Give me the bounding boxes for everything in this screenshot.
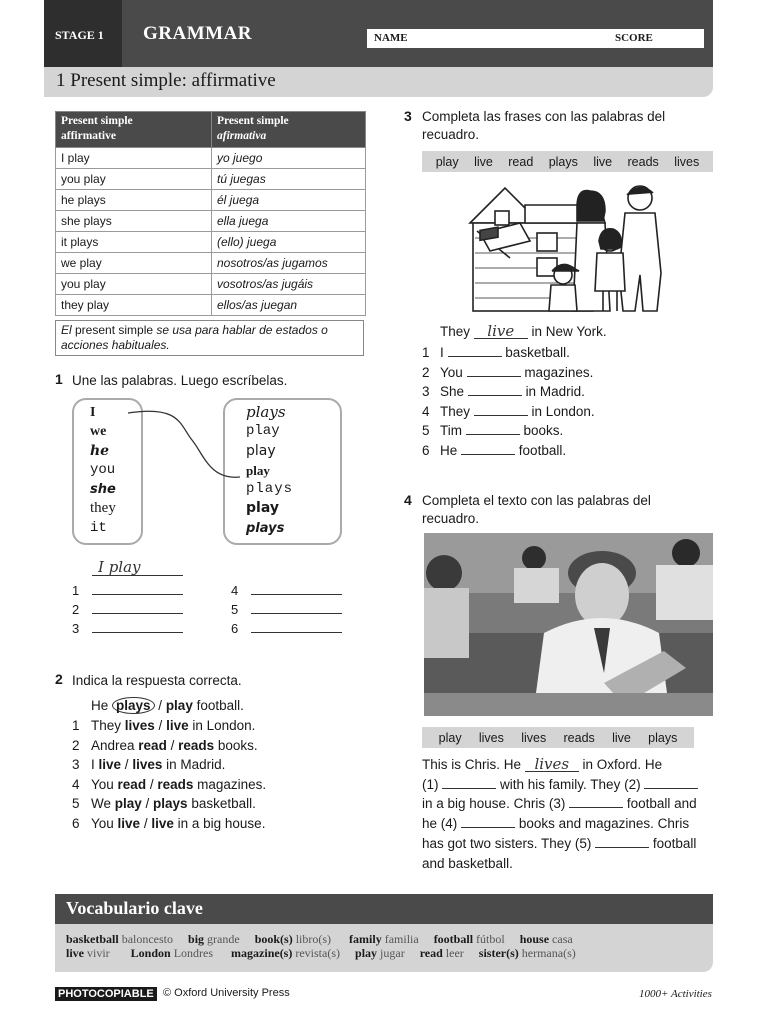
ex1-word[interactable]: plays — [246, 520, 285, 536]
ex3-item: 4 They in London. — [422, 403, 595, 419]
ex1-word[interactable]: plays — [246, 481, 294, 498]
ex1-example-line — [92, 575, 183, 576]
ex1-right-words — [246, 403, 293, 538]
photocopiable-badge: PHOTOCOPIABLE — [55, 987, 157, 1001]
word-box-item: reads — [627, 154, 659, 169]
section-title — [56, 70, 276, 92]
table-row: you play vosotros/as jugáis — [56, 274, 366, 295]
ex1-item-number: 5 — [231, 602, 239, 617]
usage-note: El present simple se usa para hablar de estados o acciones habituales. — [55, 320, 364, 356]
answer-line[interactable] — [644, 788, 698, 789]
answer-line[interactable] — [468, 395, 522, 396]
vocab-row-2: live vivir London Londres magazine(s) revista(s) play jugar read leer sister(s) hermana(s) — [66, 946, 576, 960]
ex1-word[interactable]: I — [90, 405, 96, 420]
ex2-instruction: Indica la respuesta correcta. — [72, 673, 242, 688]
table-row: I play yo juego — [56, 148, 366, 169]
ex3-example-answer: live — [474, 325, 528, 339]
ex2-number: 2 — [55, 671, 63, 687]
ex1-item-number: 4 — [231, 583, 239, 598]
ex1-item-number: 2 — [72, 602, 80, 617]
grammar-table — [55, 111, 366, 316]
ex2-item[interactable]: 1 They lives / live in London. — [72, 718, 256, 733]
publisher-credit: © Oxford University Press — [163, 987, 290, 999]
ex3-example: They live in New York. — [440, 322, 607, 340]
ex1-word[interactable]: play — [246, 500, 279, 517]
answer-line[interactable] — [442, 788, 496, 789]
ex1-example-answer: I play — [98, 558, 141, 576]
ex3-items — [422, 343, 595, 461]
ex3-item: 6 He football. — [422, 442, 567, 458]
answer-line[interactable] — [92, 594, 183, 595]
score-label: SCORE — [615, 32, 653, 44]
table-row: they play ellos/as juegan — [56, 295, 366, 316]
ex1-word[interactable]: he — [90, 442, 110, 459]
word-box-item: live — [612, 730, 631, 745]
ex3-item: 1 I basketball. — [422, 345, 570, 360]
ex1-left-words — [90, 403, 116, 538]
ex4-instruction: Completa el texto con las palabras del recuadro. — [422, 493, 651, 526]
answer-line[interactable] — [474, 415, 528, 416]
ex1-number: 1 — [55, 371, 63, 387]
table-row: you play tú juegas — [56, 169, 366, 190]
circled-answer: plays — [112, 697, 155, 714]
ex1-word[interactable]: play — [246, 462, 270, 478]
answer-line[interactable] — [92, 613, 183, 614]
word-box-item: live — [474, 154, 493, 169]
table-row: he plays él juega — [56, 190, 366, 211]
ex3-instruction: Completa las frases con las palabras del recuadro. — [422, 109, 666, 142]
answer-line[interactable] — [251, 613, 342, 614]
answer-line[interactable] — [92, 632, 183, 633]
ex1-connector-line — [120, 405, 250, 485]
ex2-item[interactable]: 4 You read / reads magazines. — [72, 776, 267, 792]
ex2-item[interactable]: 2 Andrea read / reads books. — [72, 737, 258, 753]
name-label: NAME — [374, 32, 408, 44]
word-box-item: plays — [548, 154, 578, 169]
ex2-example: He plays / play football. — [91, 698, 244, 713]
answer-line[interactable] — [448, 356, 502, 357]
ex3-item: 3 She in Madrid. — [422, 384, 585, 400]
vocab-title: Vocabulario clave — [66, 898, 203, 918]
word-box-item: live — [593, 154, 613, 169]
word-box-item: play — [435, 154, 459, 169]
students-photo — [424, 533, 713, 716]
word-box-item: lives — [478, 730, 504, 745]
word-box-item: play — [438, 730, 462, 745]
ex1-word[interactable]: play — [246, 423, 280, 440]
answer-line[interactable] — [569, 807, 623, 808]
table-row: she plays ella juega — [56, 211, 366, 232]
ex2-item[interactable]: 6 You live / live in a big house. — [72, 815, 266, 831]
book-title: 1000+ Activities — [639, 988, 712, 1000]
vocab-row-1: basketball baloncesto big grande book(s) libro(s) family familia football fútbol house casa — [66, 932, 573, 946]
ex3-number: 3 — [404, 108, 412, 124]
word-box-item: reads — [563, 730, 595, 745]
ex2-items — [72, 716, 266, 833]
section-number: 1 — [56, 70, 66, 91]
ex1-word[interactable]: she — [90, 482, 116, 498]
ex1-item-number: 1 — [72, 583, 80, 598]
ex4-word-box — [422, 727, 694, 748]
ex3-item: 5 Tim books. — [422, 423, 564, 439]
ex1-word[interactable]: plays — [246, 403, 286, 421]
answer-line[interactable] — [461, 827, 515, 828]
ex4-number: 4 — [404, 492, 412, 508]
ex1-word[interactable]: they — [90, 500, 116, 517]
answer-line[interactable] — [251, 632, 342, 633]
ex4-text: This is Chris. He lives in Oxford. He (1) with his family. They (2) in a big house. Chris (3) football and he (4) books and magazines. Chris has got two sisters. They (5) football and basketball. — [422, 755, 697, 871]
ex2-item[interactable]: 5 We play / plays basketball. — [72, 796, 256, 811]
ex4-example-answer: lives — [525, 758, 579, 772]
table-row: it plays (ello) juega — [56, 232, 366, 253]
ex1-word[interactable]: play — [246, 442, 276, 459]
word-box-item: read — [508, 154, 534, 169]
answer-line[interactable] — [467, 376, 521, 377]
word-box-item: lives — [674, 154, 700, 169]
ex1-instruction: Une las palabras. Luego escríbelas. — [72, 373, 288, 388]
answer-line[interactable] — [251, 594, 342, 595]
name-score-field[interactable] — [367, 29, 704, 48]
table-header-en: Present simple affirmative — [56, 112, 212, 148]
ex2-item[interactable]: 3 I live / lives in Madrid. — [72, 757, 226, 772]
table-header-es: Present simple afirmativa — [212, 112, 366, 148]
word-box-item: lives — [521, 730, 547, 745]
ex3-item: 2 You magazines. — [422, 364, 594, 380]
ex1-item-number: 3 — [72, 621, 80, 636]
family-illustration — [465, 183, 665, 315]
answer-line[interactable] — [595, 847, 649, 848]
ex1-item-number: 6 — [231, 621, 239, 636]
ex3-word-box — [422, 151, 713, 172]
answer-line[interactable] — [461, 454, 515, 455]
ex1-word[interactable]: it — [90, 519, 107, 536]
page-title: GRAMMAR — [143, 23, 253, 44]
table-row: we play nosotros/as jugamos — [56, 253, 366, 274]
stage-label: STAGE 1 — [44, 0, 122, 67]
section-title-text: Present simple: affirmative — [70, 70, 276, 91]
word-box-item: plays — [648, 730, 678, 745]
answer-line[interactable] — [466, 434, 520, 435]
ex1-word[interactable]: we — [90, 424, 107, 440]
ex1-word[interactable]: you — [90, 461, 116, 478]
